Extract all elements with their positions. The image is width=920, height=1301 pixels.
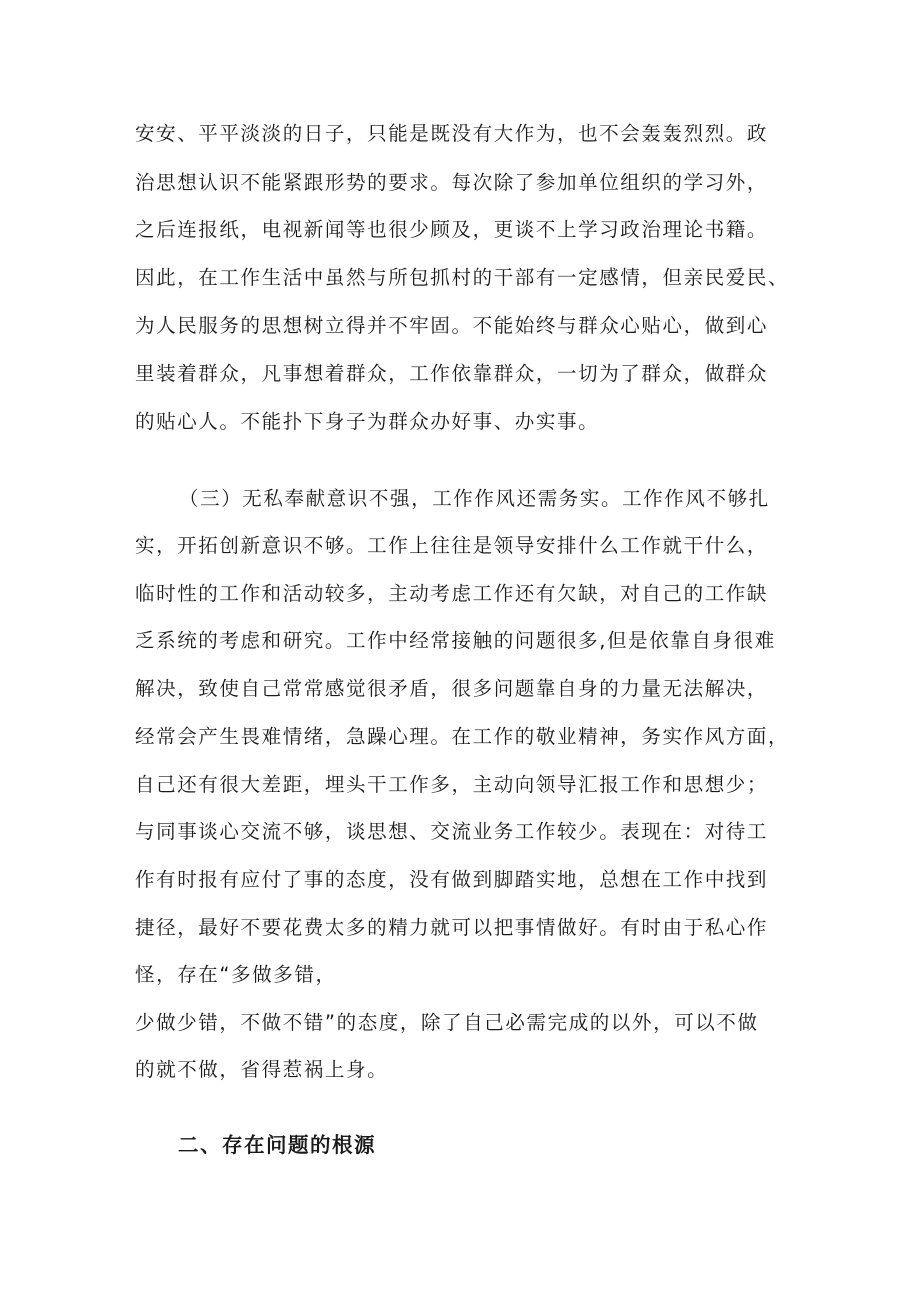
text-line: 自己还有很大差距，埋头干工作多，主动向领导汇报工作和思想少； bbox=[135, 773, 769, 796]
section-heading: 二、存在问题的根源 bbox=[178, 1133, 376, 1157]
text-line: 的贴心人。不能扑下身子为群众办好事、办实事。 bbox=[135, 410, 600, 433]
text-line: 之后连报纸，电视新闻等也很少顾及，更谈不上学习政治理论书籍。 bbox=[135, 218, 769, 241]
text-line: 临时性的工作和活动较多，主动考虑工作还有欠缺，对自己的工作缺 bbox=[135, 582, 769, 605]
text-line: 怪，存在“多做多错， bbox=[135, 963, 337, 986]
text-line: 与同事谈心交流不够，谈思想、交流业务工作较少。表现在：对待工 bbox=[135, 820, 769, 843]
text-line: 乏系统的考虑和研究。工作中经常接触的问题很多,但是依靠自身很难 bbox=[135, 629, 776, 652]
text-line: 解决，致使自己常常感觉很矛盾，很多问题靠自身的力量无法解决， bbox=[135, 677, 769, 700]
text-line: 捷径，最好不要花费太多的精力就可以把事情做好。有时由于私心作 bbox=[135, 916, 769, 939]
text-line: 作有时报有应付了事的态度，没有做到脚踏实地，总想在工作中找到 bbox=[135, 868, 769, 891]
text-line: 因此，在工作生活中虽然与所包抓村的干部有一定感情，但亲民爱民、 bbox=[135, 266, 790, 289]
text-line: 治思想认识不能紧跟形势的要求。每次除了参加单位组织的学习外， bbox=[135, 171, 769, 194]
text-line: 安安、平平淡淡的日子，只能是既没有大作为，也不会轰轰烈烈。政 bbox=[135, 122, 769, 145]
text-line: 实，开拓创新意识不够。工作上往往是领导安排什么工作就干什么， bbox=[135, 534, 769, 557]
text-line: 为人民服务的思想树立得并不牢固。不能始终与群众心贴心，做到心 bbox=[135, 314, 769, 337]
text-line: 经常会产生畏难情绪，急躁心理。在工作的敬业精神，务实作风方面， bbox=[135, 725, 790, 748]
text-line: （三）无私奉献意识不强，工作作风还需务实。工作作风不够扎 bbox=[179, 487, 770, 510]
text-line: 的就不做，省得惹祸上身。 bbox=[135, 1058, 389, 1081]
text-line: 少做少错，不做不错”的态度，除了自己必需完成的以外，可以不做 bbox=[135, 1011, 759, 1034]
text-line: 里装着群众，凡事想着群众，工作依靠群众，一切为了群众，做群众 bbox=[135, 362, 769, 385]
